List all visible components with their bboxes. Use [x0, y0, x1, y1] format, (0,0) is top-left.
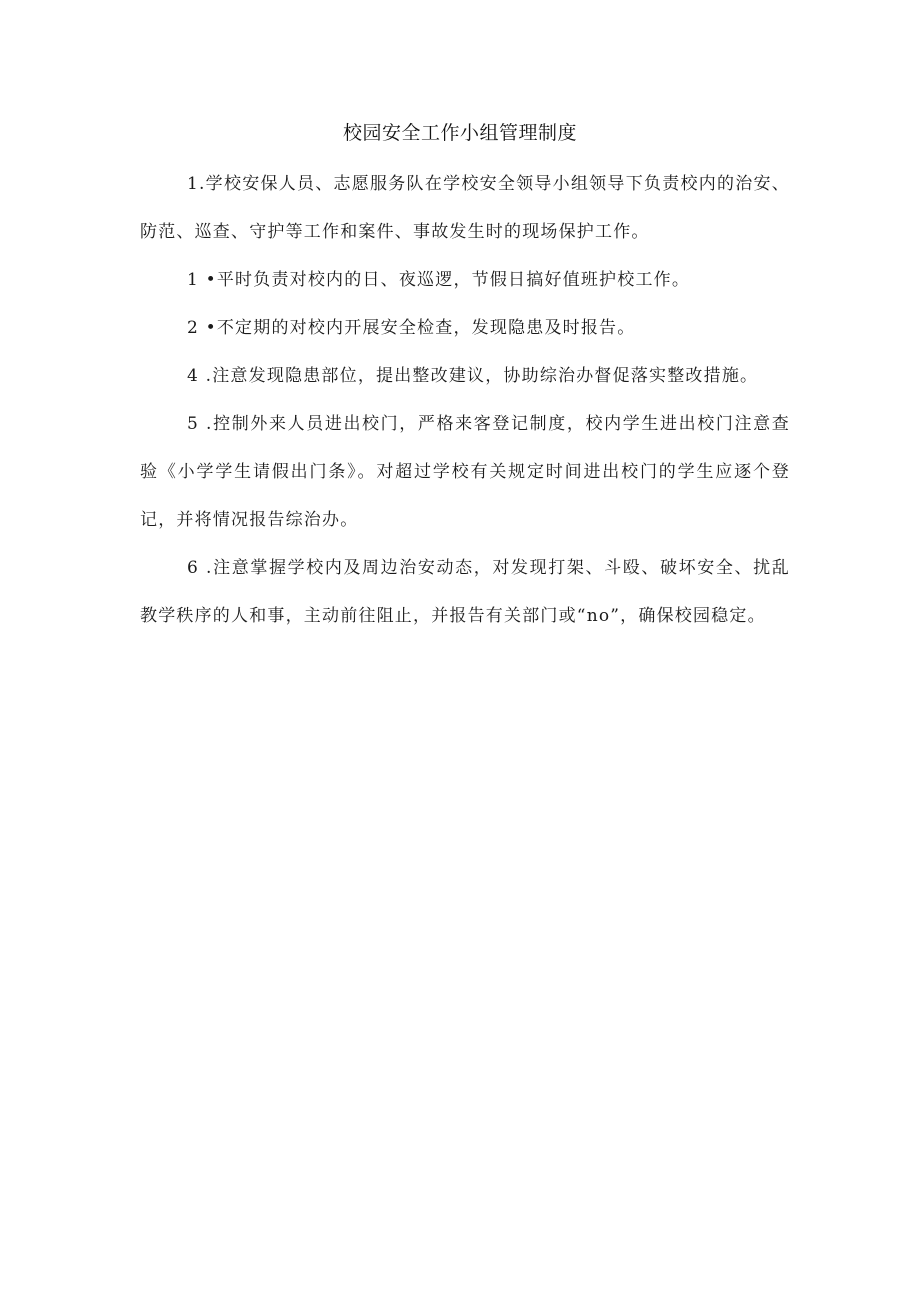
document-title: 校园安全工作小组管理制度	[342, 122, 577, 144]
paragraph-5: 5 .控制外来人员进出校门，严格来客登记制度，校内学生进出校门注意查验《小学学生请假出门条》。对超过学校有关规定时间进出校门的学生应逐个登记，并将情况报告综治办。	[140, 414, 790, 530]
paragraph-1: 1.学校安保人员、志愿服务队在学校安全领导小组领导下负责校内的治安、防范、巡查、守护等工作和案件、事故发生时的现场保护工作。	[140, 174, 790, 242]
paragraph-3: 2 •不定期的对校内开展安全检查，发现隐患及时报告。	[187, 318, 636, 338]
paragraph-4: 4 .注意发现隐患部位，提出整改建议，协助综治办督促落实整改措施。	[187, 366, 759, 386]
paragraph-6: 6 .注意掌握学校内及周边治安动态，对发现打架、斗殴、破坏安全、扰乱教学秩序的人和事，主动前往阻止，并报告有关部门或“no”，确保校园稳定。	[140, 558, 790, 626]
document-body	[140, 160, 790, 640]
paragraph-2: 1 •平时负责对校内的日、夜巡逻，节假日搞好值班护校工作。	[187, 270, 691, 290]
